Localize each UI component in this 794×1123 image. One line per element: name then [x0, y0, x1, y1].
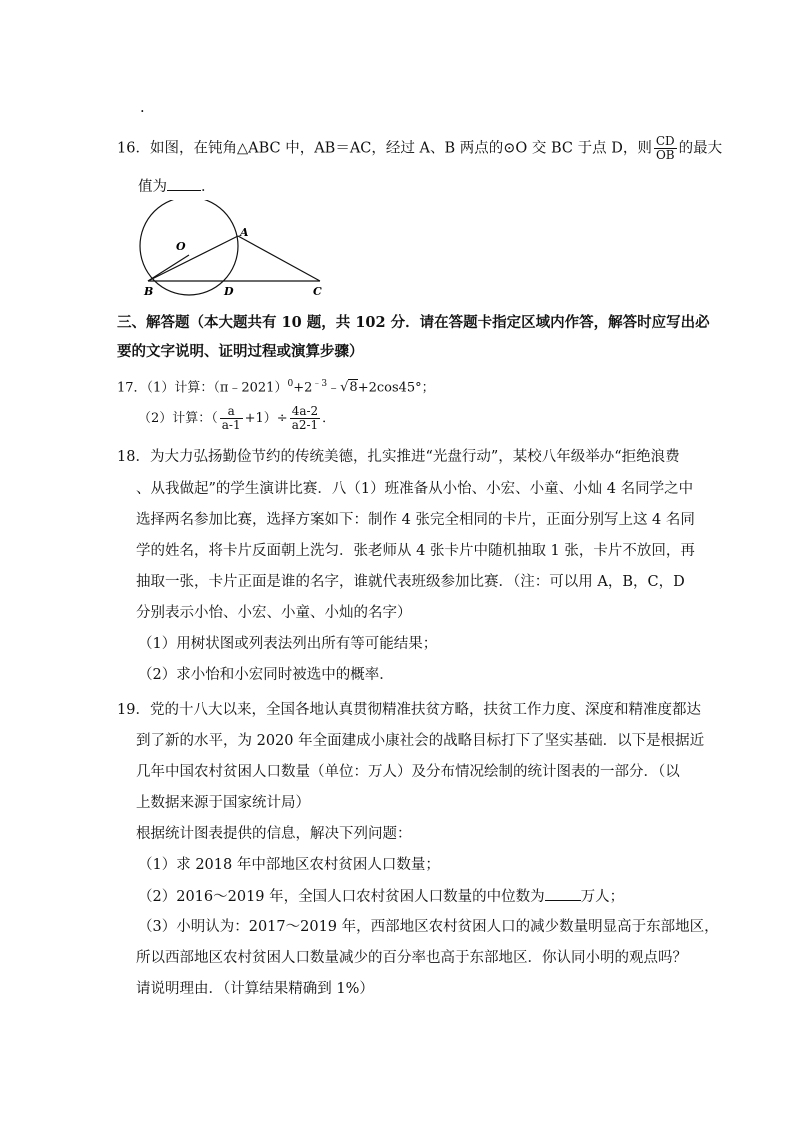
sqrt-sign: √8 — [340, 380, 358, 396]
q18-line3: 选择两名参加比赛，选择方案如下：制作 4 张完全相同的卡片，正面分别写上这 4 名同 — [136, 512, 695, 528]
geometry-figure — [128, 200, 338, 300]
segment-ob — [148, 255, 189, 281]
q17-p1-sup0: 0 — [287, 379, 294, 389]
q16-frac-num: CD — [655, 134, 675, 148]
label-o: O — [176, 240, 186, 253]
section3-line2: 要的文字说明、证明过程或演算步骤） — [117, 343, 364, 360]
q16-text-b: 的最大 — [678, 140, 723, 157]
q17-frac1 — [220, 405, 243, 432]
q19-sub2-a: （2）2016～2019 年，全国人口农村贫困人口数量的中位数为 — [138, 889, 545, 905]
q18-sub1: （1）用树状图或列表法列出所有等可能结果； — [138, 636, 438, 652]
q16-line1 — [117, 135, 722, 162]
q17-p2-c: ． — [322, 411, 336, 426]
q18-line2: 、从我做起”的学生演讲比赛．八（1）班准备从小怡、小宏、小童、小灿 4 名同学之中 — [136, 481, 694, 497]
q18-sub2: （2）求小怡和小宏同时被选中的概率． — [138, 667, 394, 683]
q19-sub2 — [138, 886, 624, 907]
segment-ac — [238, 236, 320, 281]
q19-line2: 到了新的水平，为 2020 年全面建成小康社会的战略目标打下了坚实基础．以下是根据近 — [136, 733, 705, 749]
q17-p1-c: ﹣ — [327, 380, 341, 396]
label-b: B — [144, 285, 154, 298]
q18-line4: 学的姓名，将卡片反面朝上洗匀．张老师从 4 张卡片中随机抽取 1 张，卡片不放回，再 — [136, 543, 695, 559]
q17-frac2 — [290, 405, 320, 432]
q16-text-a: 16．如图，在钝角△ABC 中，AB＝AC，经过 A、B 两点的⊙O 交 BC 于点 D，则 — [117, 140, 652, 157]
q17-frac2-num: 4a-2 — [291, 404, 319, 418]
q19-sub1: （1）求 2018 年中部地区农村贫困人口数量； — [138, 857, 440, 873]
q18-line1: 18．为大力弘扬勤俭节约的传统美德，扎实推进“光盘行动”，某校八年级举办“拒绝浪费 — [117, 449, 680, 465]
q19-answer-blank — [545, 886, 581, 901]
q19-sub3-line1: （3）小明认为：2017～2019 年，西部地区农村贫困人口的减少数量明显高于东部地区， — [138, 919, 719, 935]
q16-text-d: ． — [201, 179, 216, 195]
q19-line1: 19．党的十八大以来，全国各地认真贯彻精准扶贫方略，扶贫工作力度、深度和精准度都达 — [117, 702, 701, 718]
q16-text-c: 值为 — [138, 179, 167, 195]
q17-p1-supm3: ﹣3 — [312, 379, 328, 389]
label-c: C — [313, 285, 322, 298]
q17-part2 — [138, 405, 335, 432]
q17-p2-b: +1）÷ — [244, 411, 288, 426]
q17-frac1-num: a — [220, 405, 243, 419]
label-a: A — [240, 226, 249, 239]
q17-p1-rad: 8 — [349, 380, 358, 396]
q18-line5: 抽取一张，卡片正面是谁的名字，谁就代表班级参加比赛．（注：可以用 A，B，C，D — [136, 574, 685, 590]
q19-sub2-b: 万人； — [580, 889, 625, 905]
q19-line3: 几年中国农村贫困人口数量（单位：万人）及分布情况绘制的统计图表的一部分．（以 — [136, 764, 680, 780]
q17-p2-a: （2）计算：（ — [138, 411, 218, 426]
q17-p1-a: 17．（1）计算：（π﹣2021） — [117, 380, 288, 396]
q19-intro: 根据统计图表提供的信息，解决下列问题： — [136, 826, 412, 842]
q18-line6: 分别表示小怡、小宏、小童、小灿的名字） — [136, 605, 412, 621]
q19-line4: 上数据来源于国家统计局） — [136, 795, 310, 811]
q16-answer-blank — [167, 176, 201, 191]
q17-p1-d: +2cos45°； — [357, 380, 435, 396]
q19-sub3-line3: 请说明理由．（计算结果精确到 1%） — [136, 981, 374, 997]
q19-sub3-line2: 所以西部地区农村贫困人口数量减少的百分率也高于东部地区．你认同小明的观点吗？ — [136, 950, 687, 966]
q16-frac-den: OB — [655, 148, 675, 162]
q17-p1-b: +2 — [293, 380, 313, 396]
segment-ba — [148, 236, 238, 281]
q17-frac1-den: a-1 — [221, 418, 241, 432]
q16-fraction — [654, 135, 677, 162]
q17-part1 — [117, 374, 435, 398]
q16-line2 — [138, 176, 216, 197]
section3-line1: 三、解答题（本大题共有 10 题，共 102 分．请在答题卡指定区域内作答，解答时应写出必 — [117, 314, 710, 331]
label-d: D — [224, 285, 234, 298]
q17-frac2-den: a2-1 — [291, 418, 319, 432]
top-mark: . — [140, 100, 145, 116]
